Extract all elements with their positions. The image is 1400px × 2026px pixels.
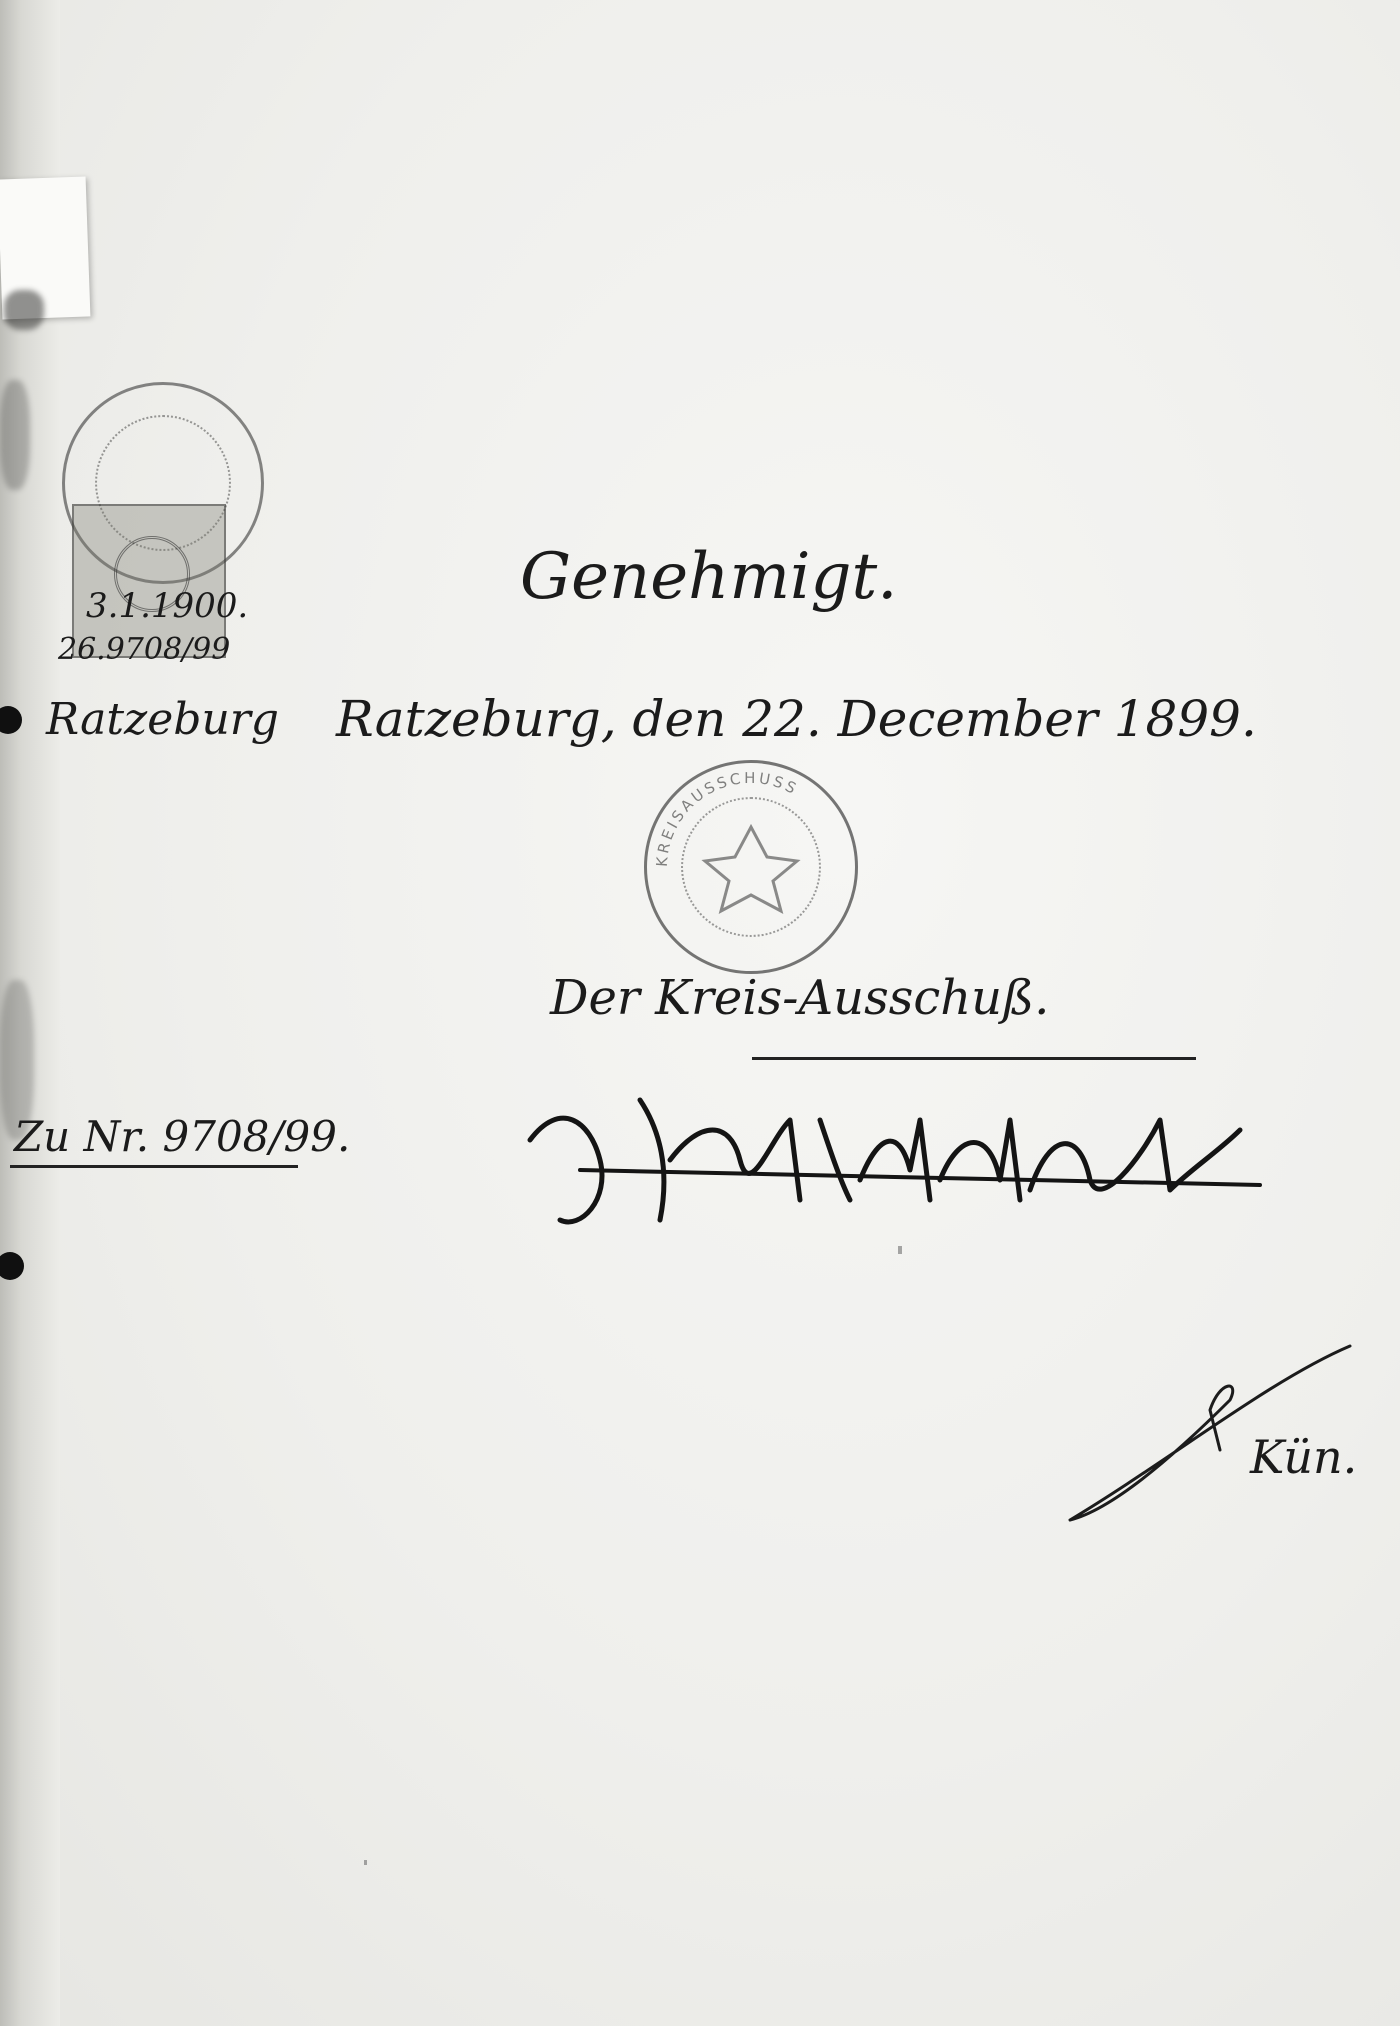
stamp-date: 3.1.1900.	[86, 586, 249, 626]
place-date-line: Ratzeburg, den 22. December 1899.	[336, 690, 1257, 748]
svg-text:KREISAUSSCHUSS: KREISAUSSCHUSS	[652, 768, 802, 868]
seal-text-ring	[647, 763, 855, 971]
reference-underline	[10, 1165, 298, 1168]
stamp-number: 26.9708/99	[58, 632, 231, 667]
main-signature-text	[600, 1148, 605, 1149]
authority-line: Der Kreis-Ausschuß.	[550, 970, 1050, 1026]
stain	[0, 380, 30, 490]
main-signature	[520, 1060, 1280, 1240]
paper-speck	[364, 1860, 367, 1865]
stamp-place: Ratzeburg	[46, 694, 279, 745]
approval-heading: Genehmigt.	[520, 540, 898, 614]
initials-text: Kün.	[1250, 1430, 1358, 1484]
stain	[4, 290, 44, 330]
official-seal	[644, 760, 858, 974]
reference-number: Zu Nr. 9708/99.	[14, 1112, 351, 1161]
paper-speck	[898, 1246, 902, 1254]
